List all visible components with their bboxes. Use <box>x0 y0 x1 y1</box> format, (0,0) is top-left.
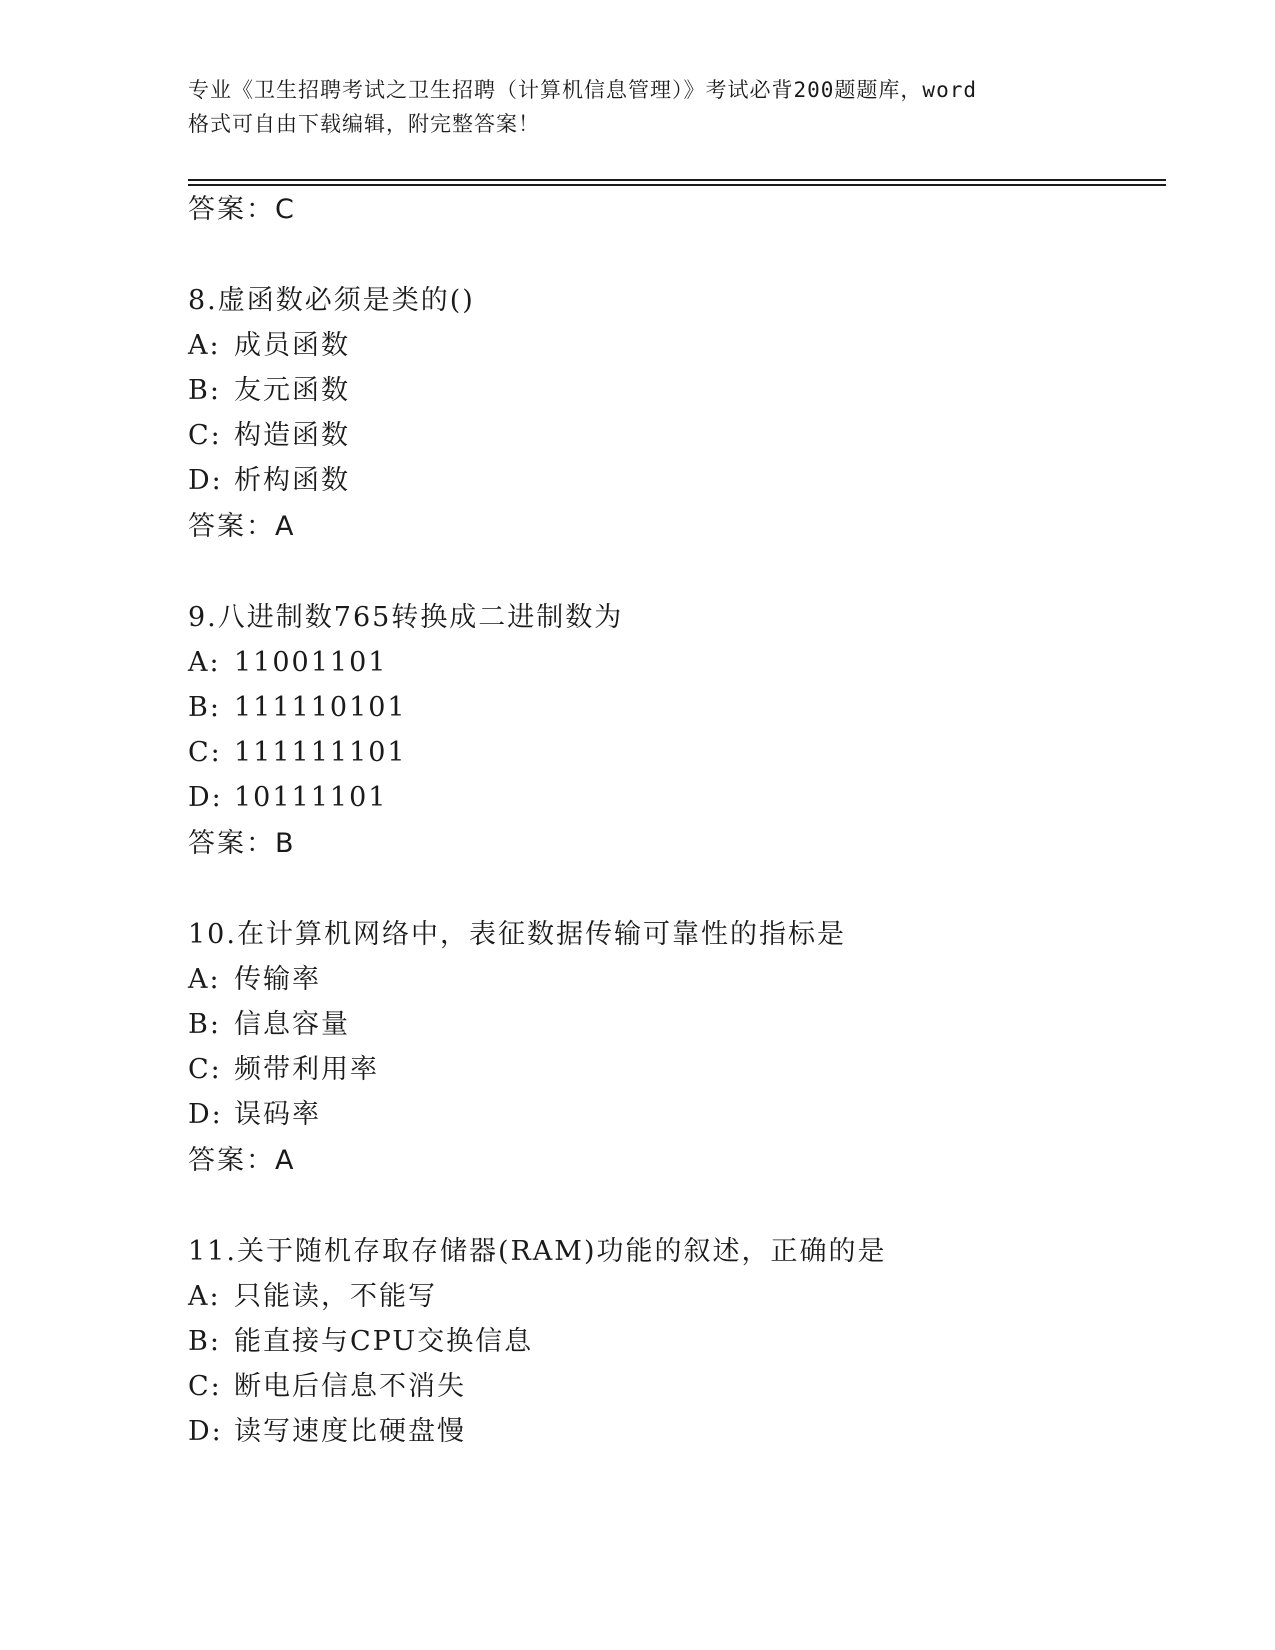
option-8-d: D: 析构函数 <box>188 465 350 496</box>
option-8-b: B: 友元函数 <box>188 375 350 406</box>
option-10-d: D: 误码率 <box>188 1099 321 1130</box>
option-10-b: B: 信息容量 <box>188 1009 350 1040</box>
answer-8: 答案：A <box>188 511 296 542</box>
option-11-b: B: 能直接与CPU交换信息 <box>188 1326 534 1357</box>
question-stem-9: 9.八进制数765转换成二进制数为 <box>188 602 624 633</box>
option-11-a: A: 只能读，不能写 <box>188 1281 437 1312</box>
answer-line-prev: 答案：C <box>188 194 296 225</box>
option-9-b: B: 111110101 <box>188 692 407 723</box>
option-10-c: C: 频带利用率 <box>188 1054 379 1085</box>
question-stem-11: 11.关于随机存取存储器(RAM)功能的叙述，正确的是 <box>188 1236 887 1267</box>
header-line-1: 专业《卫生招聘考试之卫生招聘（计算机信息管理）》考试必背200题题库，word <box>188 78 977 102</box>
option-8-a: A: 成员函数 <box>188 330 350 361</box>
question-stem-8: 8.虚函数必须是类的() <box>188 285 475 316</box>
document-header <box>188 73 1108 141</box>
question-stem-10: 10.在计算机网络中，表征数据传输可靠性的指标是 <box>188 919 846 950</box>
header-line-2: 格式可自由下载编辑，附完整答案！ <box>188 112 540 136</box>
header-divider-bottom <box>188 184 1166 186</box>
option-11-c: C: 断电后信息不消失 <box>188 1371 466 1402</box>
option-8-c: C: 构造函数 <box>188 420 350 451</box>
header-divider-top <box>188 179 1166 181</box>
answer-10: 答案：A <box>188 1145 296 1176</box>
option-9-d: D: 10111101 <box>188 782 388 813</box>
option-9-c: C: 111111101 <box>188 737 407 768</box>
option-9-a: A: 11001101 <box>188 647 388 678</box>
option-11-d: D: 读写速度比硬盘慢 <box>188 1416 466 1447</box>
option-10-a: A: 传输率 <box>188 964 321 995</box>
answer-9: 答案：B <box>188 828 296 859</box>
